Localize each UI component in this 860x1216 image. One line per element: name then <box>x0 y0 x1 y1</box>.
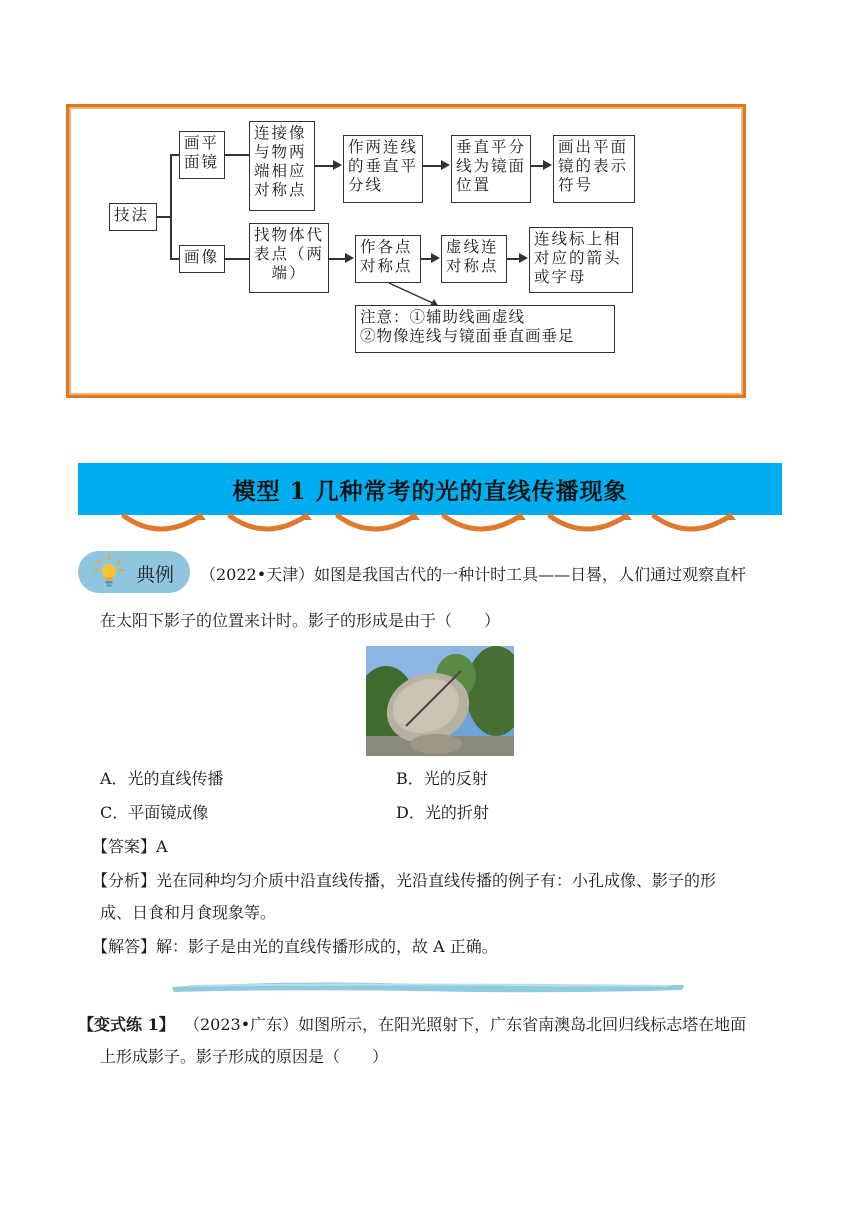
diagram-note-line-2: ②物像连线与镜面垂直画垂足 <box>360 327 575 345</box>
technique-diagram <box>69 107 743 395</box>
section-banner <box>78 463 782 515</box>
example-tag-label: 典例 <box>136 564 175 586</box>
diagram-step-2-1: 找物体代表点（两端） <box>249 223 329 293</box>
diagram-root-node: 技法 <box>109 203 157 231</box>
variant-line-2: 上形成影子。影子形成的原因是（ ） <box>100 1047 389 1066</box>
solution-line: 【解答】解：影子是由光的直线传播形成的，故 A 正确。 <box>92 937 498 956</box>
brush-divider <box>168 978 688 996</box>
option-b: B．光的反射 <box>396 769 488 788</box>
banner-swirl-decoration <box>100 510 760 546</box>
diagram-step-1-3: 垂直平分线为镜面位置 <box>451 135 531 203</box>
variant-line-1: （2023•广东）如图所示，在阳光照射下，广东省南澳岛北回归线标志塔在地面 <box>184 1015 747 1034</box>
example-question-line-1: （2022•天津）如图是我国古代的一种计时工具——日晷，人们通过观察直杆 <box>200 565 747 584</box>
option-a: A．光的直线传播 <box>100 769 224 788</box>
diagram-note-line-1: 注意：①辅助线画虚线 <box>360 308 526 326</box>
option-c: C．平面镜成像 <box>100 803 209 822</box>
technique-diagram-frame <box>66 104 746 398</box>
answer-line: 【答案】A <box>92 837 168 856</box>
example-question-line-2: 在太阳下影子的位置来计时。影子的形成是由于（ ） <box>100 611 501 630</box>
option-d: D．光的折射 <box>396 803 489 822</box>
diagram-step-2-2: 作各点对称点 <box>355 235 421 283</box>
variant-label: 【变式练 1】 <box>78 1015 175 1034</box>
section-title: 模型 1 几种常考的光的直线传播现象 <box>232 478 628 505</box>
diagram-step-2-3: 虚线连对称点 <box>441 235 507 283</box>
diagram-branch-draw-image: 画像 <box>179 245 225 273</box>
diagram-step-1-4: 画出平面镜的表示符号 <box>553 135 635 203</box>
diagram-step-2-4: 连线标上相对应的箭头或字母 <box>529 227 633 293</box>
diagram-note <box>355 305 615 353</box>
example-tag <box>78 551 190 593</box>
diagram-step-1-2: 作两连线的垂直平分线 <box>343 135 423 203</box>
lightbulb-icon <box>94 555 124 589</box>
diagram-branch-draw-mirror: 画平面镜 <box>179 131 225 179</box>
analysis-line-1: 【分析】光在同种均匀介质中沿直线传播，光沿直线传播的例子有：小孔成像、影子的形 <box>92 871 717 890</box>
diagram-step-1-1: 连接像与物两端相应对称点 <box>249 121 315 211</box>
analysis-line-2: 成、日食和月食现象等。 <box>100 903 277 922</box>
sundial-photo <box>366 646 514 756</box>
